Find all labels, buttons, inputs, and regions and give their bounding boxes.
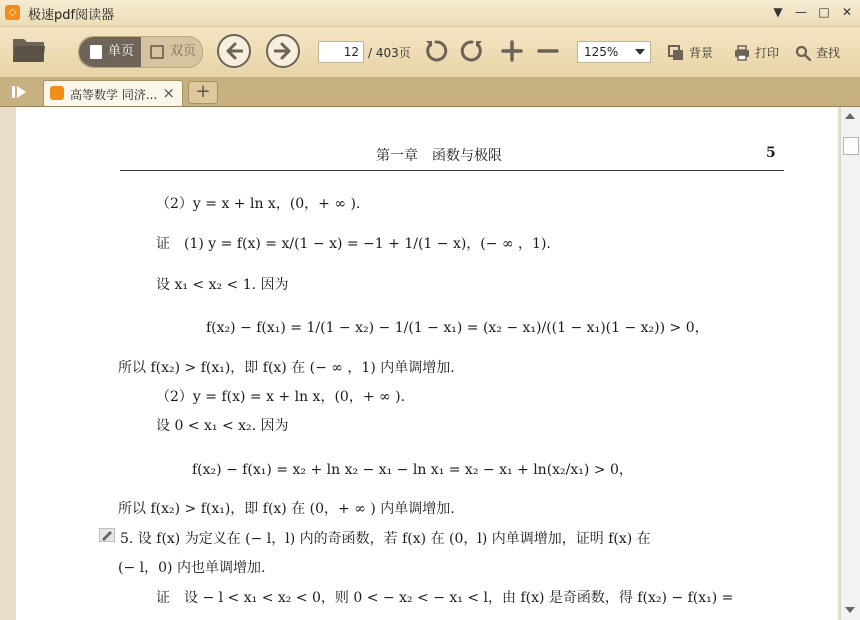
zoom-out-button[interactable] <box>536 39 560 63</box>
search-icon <box>795 45 811 61</box>
sidebar-toggle-button[interactable] <box>6 82 34 102</box>
arrow-left-icon <box>225 42 243 60</box>
current-page-input[interactable]: 12 <box>318 41 364 63</box>
pdf-page <box>16 107 838 620</box>
close-tab-icon[interactable]: × <box>162 84 175 102</box>
tab-bar <box>0 78 860 107</box>
zoom-select[interactable] <box>577 41 651 63</box>
print-button[interactable] <box>734 44 784 62</box>
tab-document[interactable] <box>43 80 183 106</box>
title-bar <box>0 0 860 27</box>
zoom-in-button[interactable] <box>500 39 524 63</box>
scroll-up-icon[interactable] <box>845 113 855 119</box>
formula-line: f(x₂) − f(x₁) = x₂ + ln x₂ − x₁ − ln x₁ = x₂ − x₁ + ln(x₂/x₁) > 0， <box>192 462 633 478</box>
text-line: 证 设 − l < x₁ < x₂ < 0，则 0 < − x₂ < − x₁ < l，由 f(x) 是奇函数，得 f(x₂) − f(x₁) = <box>156 590 734 606</box>
single-page-icon <box>90 45 102 59</box>
total-pages: / 403页 <box>368 46 411 60</box>
next-page-button[interactable] <box>266 34 300 68</box>
text-line: 设 x₁ < x₂ < 1. 因为 <box>156 277 289 293</box>
print-label: 打印 <box>755 46 780 60</box>
toolbar <box>0 27 860 78</box>
text-line: （2）y = f(x) = x + ln x，(0，+ ∞ ). <box>156 389 406 405</box>
formula-line: f(x₂) − f(x₁) = 1/(1 − x₂) − 1/(1 − x₁) = (x₂ − x₁)/((1 − x₁)(1 − x₂)) > 0， <box>206 320 709 336</box>
app-title: 极速pdf阅读器 <box>28 8 115 23</box>
text-line: （2）y = x + ln x，(0，+ ∞ ). <box>156 196 361 212</box>
text-line: 所以 f(x₂) > f(x₁)，即 f(x) 在 (− ∞ ，1) 内单调增加. <box>118 360 455 376</box>
background-icon <box>668 45 684 61</box>
single-page-label: 单页 <box>108 44 135 59</box>
rotate-right-button[interactable] <box>460 39 484 63</box>
add-tab-button[interactable]: + <box>188 81 218 104</box>
maximize-button[interactable]: □ <box>818 5 830 19</box>
page-mode-toggle <box>78 36 203 68</box>
vertical-scrollbar[interactable] <box>840 107 860 620</box>
find-label: 查找 <box>816 46 841 60</box>
open-file-button[interactable] <box>12 35 46 63</box>
find-button[interactable] <box>795 44 845 62</box>
double-page-icon <box>150 45 164 59</box>
pencil-icon <box>99 528 115 542</box>
pdf-file-icon <box>50 86 64 100</box>
rotate-left-button[interactable] <box>424 39 448 63</box>
sidebar-expand-icon <box>6 82 34 102</box>
problem-line: 5. 设 f(x) 为定义在 (− l，l) 内的奇函数，若 f(x) 在 (0，l) 内单调增加，证明 f(x) 在 <box>120 531 651 547</box>
background-button[interactable] <box>668 44 722 62</box>
chevron-down-icon <box>635 49 645 55</box>
tab-label: 高等数学 同济... <box>70 88 158 102</box>
plus-icon <box>500 39 524 63</box>
text-line: 证 (1) y = f(x) = x/(1 − x) = −1 + 1/(1 − x)，(− ∞ ，1). <box>156 236 551 252</box>
page-number: 5 <box>766 145 776 161</box>
text-line: (− l，0) 内也单调增加. <box>118 560 266 576</box>
scroll-down-icon[interactable] <box>845 607 855 613</box>
rotate-cw-icon <box>460 39 484 63</box>
chapter-title: 第一章 函数与极限 <box>376 148 502 164</box>
app-logo-icon: ◇ <box>5 5 20 20</box>
arrow-right-icon <box>274 42 292 60</box>
menu-dropdown-button[interactable]: ▼ <box>773 5 783 19</box>
previous-page-button[interactable] <box>217 34 251 68</box>
text-line: 设 0 < x₁ < x₂. 因为 <box>156 418 289 434</box>
background-label: 背景 <box>689 46 714 60</box>
single-page-button[interactable] <box>79 37 141 67</box>
zoom-value: 125% <box>584 45 619 59</box>
double-page-button[interactable] <box>141 37 202 67</box>
text-line: 所以 f(x₂) > f(x₁)，即 f(x) 在 (0，+ ∞ ) 内单调增加. <box>118 501 455 517</box>
document-viewer <box>0 107 860 620</box>
minus-icon <box>536 39 560 63</box>
header-rule <box>120 170 784 171</box>
folder-icon <box>12 35 46 63</box>
scroll-thumb[interactable] <box>843 137 859 155</box>
printer-icon <box>734 45 750 61</box>
close-window-button[interactable]: ✕ <box>841 5 853 19</box>
minimize-button[interactable]: — <box>795 5 807 19</box>
double-page-label: 双页 <box>170 44 197 59</box>
rotate-ccw-icon <box>424 39 448 63</box>
